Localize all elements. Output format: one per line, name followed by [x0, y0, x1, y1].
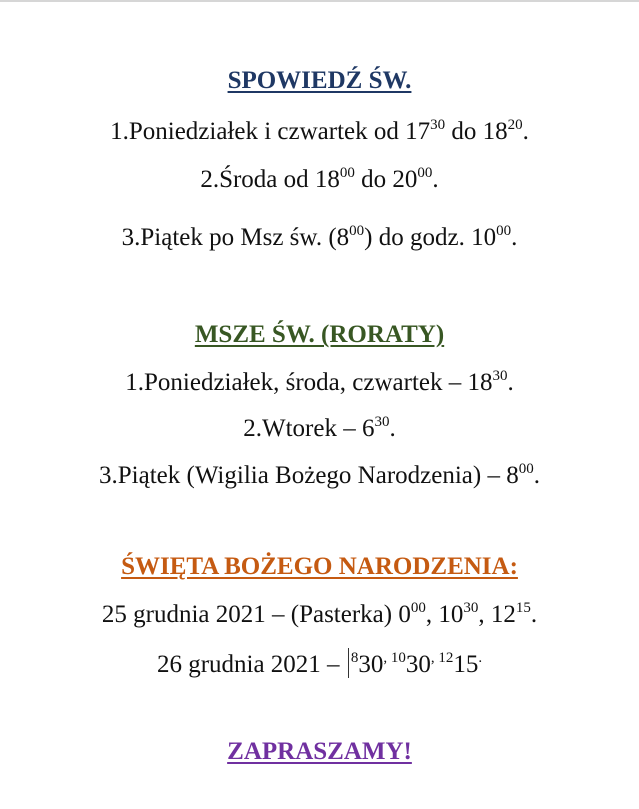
time-minutes-superscript: 8: [350, 650, 359, 666]
time-minutes-superscript: 00: [349, 223, 365, 239]
section-heading-msze: MSZE ŚW. (RORATY): [194, 321, 445, 348]
time-minutes-superscript: 30: [430, 117, 446, 133]
time-minutes-superscript: 30: [463, 600, 479, 616]
line-text: 15: [453, 651, 479, 678]
time-minutes-superscript: , 12: [430, 650, 454, 666]
time-minutes-superscript: , 10: [383, 650, 406, 666]
section-heading-zapraszamy: ZAPRASZAMY!: [227, 738, 412, 765]
schedule-line: [0, 117, 639, 147]
time-minutes-superscript: 00: [410, 600, 426, 616]
schedule-line: [0, 461, 639, 491]
time-minutes-superscript: 00: [339, 165, 355, 181]
time-minutes-superscript: 30: [374, 414, 390, 430]
time-minutes-superscript: 00: [496, 223, 512, 239]
section-heading-spowiedz: SPOWIEDŹ ŚW.: [227, 67, 412, 94]
line-text: 3.Piątek po Msz św. (8: [121, 224, 350, 251]
line-text: do 20: [354, 166, 418, 193]
line-text: .: [522, 118, 529, 145]
line-text: 2.Środa od 18: [200, 166, 340, 193]
line-text: , 10: [425, 601, 464, 628]
line-text: 26 grudnia 2021 –: [156, 651, 346, 678]
line-text: .: [507, 369, 514, 396]
line-text: .: [533, 462, 540, 489]
schedule-line: [0, 223, 639, 253]
section-heading-swieta: ŚWIĘTA BOŻEGO NARODZENIA:: [121, 553, 518, 580]
time-minutes-superscript: 00: [417, 165, 433, 181]
line-text: .: [389, 415, 396, 442]
line-text: 3.Piątek (Wigilia Bożego Narodzenia) – 8: [99, 462, 519, 489]
line-text: do 18: [445, 118, 508, 145]
line-text: , 12: [478, 601, 516, 628]
line-text: 1.Poniedziałek i czwartek od 17: [110, 118, 431, 145]
schedule-line: [0, 600, 639, 630]
schedule-line: [0, 414, 639, 444]
line-text: .: [530, 601, 538, 628]
text-cursor: [348, 648, 349, 678]
line-text: 30: [405, 651, 431, 678]
time-minutes-superscript: 20: [507, 117, 523, 133]
time-minutes-superscript: 00: [518, 461, 534, 477]
line-text: 2.Wtorek – 6: [243, 415, 375, 442]
time-minutes-superscript: 30: [492, 368, 508, 384]
time-minutes-superscript: .: [478, 650, 483, 666]
time-minutes-superscript: 15: [515, 600, 531, 616]
schedule-line: [0, 165, 639, 195]
line-text: 30: [358, 651, 384, 678]
line-text: 25 grudnia 2021 – (Pasterka) 0: [101, 601, 411, 628]
schedule-line: [0, 648, 639, 680]
line-text: .: [511, 224, 518, 251]
page-top-border: [0, 0, 639, 2]
line-text: .: [432, 166, 439, 193]
schedule-line: [0, 368, 639, 398]
line-text: 1.Poniedziałek, środa, czwartek – 18: [125, 369, 493, 396]
line-text: ) do godz. 10: [364, 224, 497, 251]
